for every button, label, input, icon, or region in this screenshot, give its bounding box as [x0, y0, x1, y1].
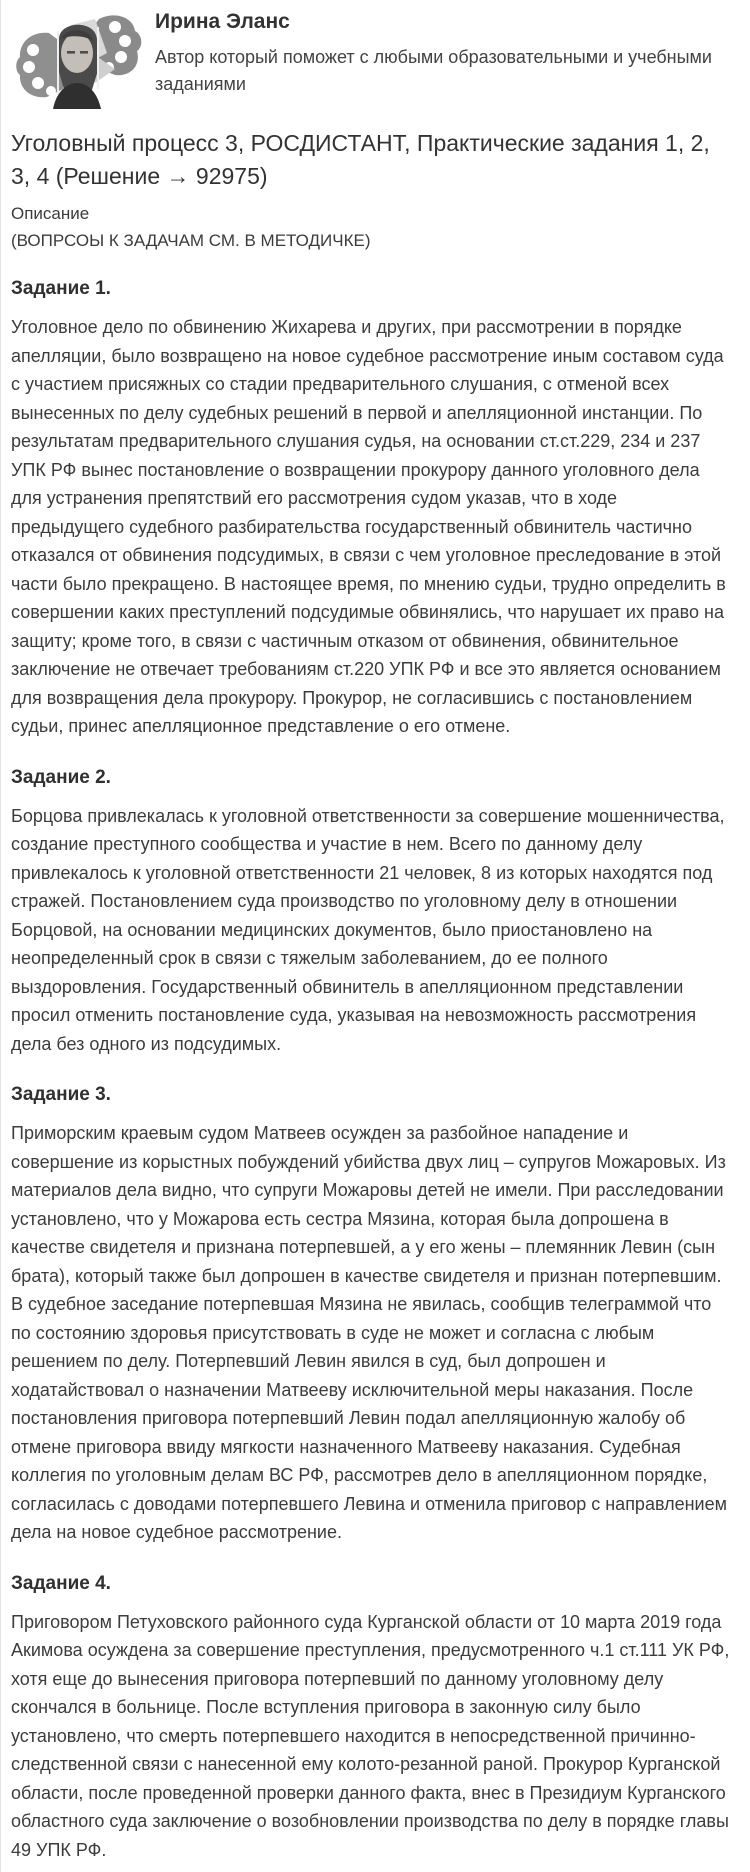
task-section-3 [11, 1083, 734, 1547]
task-1-text: Уголовное дело по обвинению Жихарева и других, при рассмотрении в порядке апелляции, было возвращено на новое судебное рассмотрение иным составом суда с участием присяжных со стадии предварительного слушания, с отменой всех вынесенных по делу судебных решений в первой и апелляционной инстанции. По результатам предварительного слушания судья, на основании ст.ст.229, 234 и 237 УПК РФ вынес постановление о возвращении прокурору данного уголовного дела для устранения препятствий его рассмотрения судом указав, что в ходе предыдущего судебного разбирательства государственный обвинитель частично отказался от обвинения подсудимых, в связи с чем уголовное преследование в этой части было прекращено. В настоящее время, по мнению судьи, трудно определить в совершении каких преступлений подсудимые обвинялись, что нарушает их право на защиту; кроме того, в связи с частичным отказом от обвинения, обвинительное заключение не отвечает требованиям ст.220 УПК РФ и все это является основанием для возвращения дела прокурору. Прокурор, не согласившись с постановлением судьи, принес апелляционное представление о его отмене. [11, 317, 726, 736]
page-title: Уголовный процесс 3, РОСДИСТАНТ, Практические задания 1, 2, 3, 4 (Решение → 92975) [11, 130, 710, 189]
task-section-1 [11, 277, 734, 741]
task-4-heading: Задание 4. [11, 1572, 111, 1594]
task-3-heading: Задание 3. [11, 1084, 111, 1105]
author-info [155, 5, 720, 98]
task-section-4 [11, 1572, 734, 1865]
task-1-heading: Задание 1. [11, 278, 111, 299]
task-section-2 [11, 766, 734, 1059]
task-3-text: Приморским краевым судом Матвеев осужден за разбойное нападение и совершение из корыстных побуждений убийства двух лиц – супругов Можаровых. Из материалов дела видно, что супруги Можаровы детей не имели. При расследовании установлено, что у Можарова есть сестра Мязина, которая была допрошена в качестве свидетеля и признана потерпевшей, а у его жены – племянник Левин (сын брата), который также был допрошен в качестве свидетеля и признан потерпевшим. В судебное заседание потерпевшая Мязина не явилась, сообщив телеграммой что по состоянию здоровья присутствовать в суде не может и согласна с любым решением по делу. Потерпевший Левин явился в суд, был допрошен и ходатайствовал о назначении Матвееву исключительной меры наказания. После постановления приговора потерпевший Левин подал апелляционную жалобу об отмене приговора ввиду мягкости назначенного Матвееву наказания. Судебная коллегия по уголовным делам ВС РФ, рассмотрев дело в апелляционном порядке, согласилась с доводами потерпевшего Левина и отменила приговор с направлением дела на новое судебное рассмотрение. [11, 1123, 728, 1542]
author-card [11, 5, 734, 109]
author-subtitle: Автор который поможет с любыми образовательными и учебными заданиями [155, 47, 712, 94]
author-avatar [11, 5, 145, 109]
avatar-image [11, 5, 145, 109]
task-4-text: Приговором Петуховского районного суда Курганской области от 10 марта 2019 года Акимова осуждена за совершение преступления, предусмотренного ч.1 ст.111 УК РФ, хотя еще до вынесения приговора потерпевший по данному уголовному делу скончался в больнице. После вступления приговора в законную силу было установлено, что смерть потерпевшего находится в непосредственной причинно-следственной связи с нанесенной ему колото-резанной раной. Прокурор Курганской области, после проведенной проверки данного факта, внес в Президиум Курганского областного суда заключение о возобновлении производства по делу в порядке главы 49 УПК РФ. [11, 1611, 730, 1860]
description-label: Описание [11, 204, 90, 223]
author-name: Ирина Эланс [155, 10, 290, 33]
task-2-heading: Задание 2. [11, 766, 111, 788]
description-note: (ВОПРСОЫ К ЗАДАЧАМ СМ. В МЕТОДИЧКЕ) [11, 231, 371, 250]
task-2-text: Борцова привлекалась к уголовной ответственности за совершение мошенничества, создание преступного сообщества и участие в нем. Всего по данному делу привлекалось к уголовной ответственности 21 человек, 8 из которых находятся под стражей. Постановлением суда производство по уголовному делу в отношении Борцовой, на основании медицинских документов, было приостановлено на неопределенный срок в связи с тяжелым заболеванием, до ее полного выздоровления. Государственный обвинитель в апелляционном представлении просил отменить постановление суда, указывая на невозможность рассмотрения дела без одного из подсудимых. [11, 805, 725, 1054]
